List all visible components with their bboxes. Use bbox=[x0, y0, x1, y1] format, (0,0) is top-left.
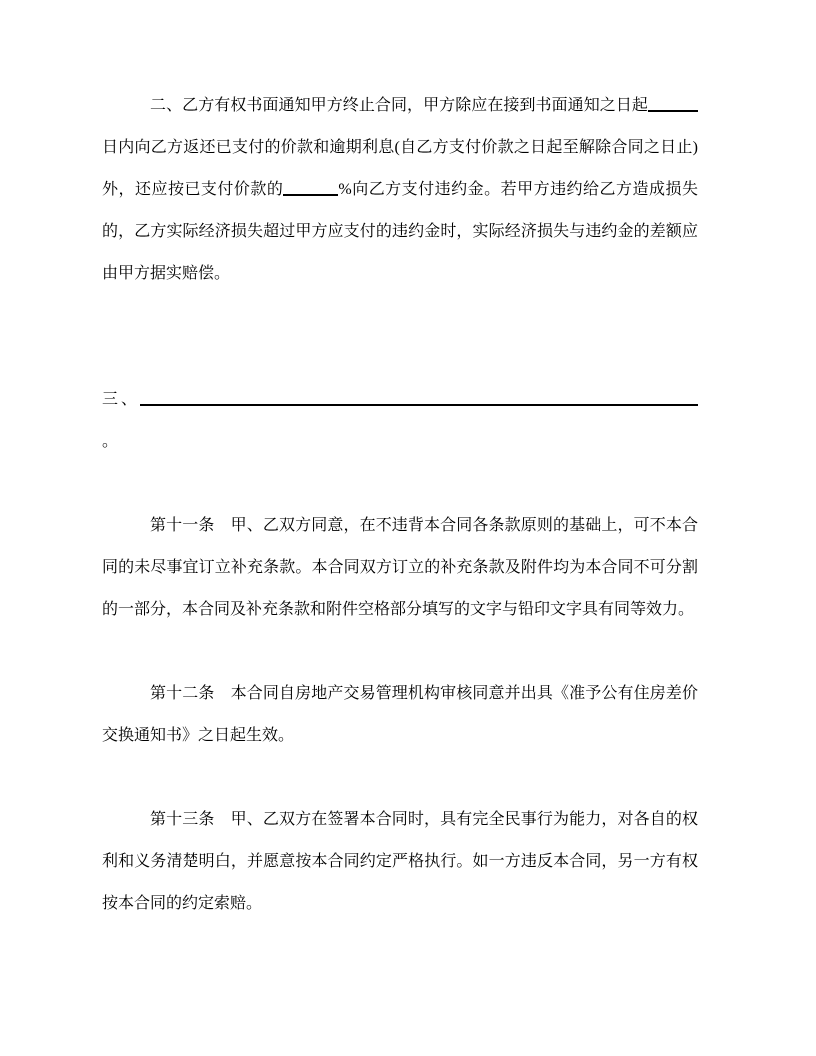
text-run: 三、 bbox=[102, 391, 140, 408]
text-run: %向乙方支付违约金。若甲方违约给乙方造成损失的，乙方实际经济损失超过甲方应支付的违约金时，实际经济损失与违约金的差额应由甲方据实赔偿。 bbox=[102, 181, 698, 282]
clause-3-blank bbox=[102, 379, 698, 463]
clause-2-termination bbox=[102, 85, 698, 295]
text-run: 第十二条 本合同自房地产交易管理机构审核同意并出具《准予公有住房差价交换通知书》之日起生效。 bbox=[102, 685, 698, 744]
text-run: 第十一条 甲、乙双方同意，在不违背本合同各条款原则的基础上，可不本合同的未尽事宜订立补充条款。本合同双方订立的补充条款及附件均为本合同不可分割的一部分，本合同及补充条款和附件空格部分填写的文字与铅印文字具有同等效力。 bbox=[102, 517, 698, 618]
contract-body bbox=[102, 85, 698, 925]
fill-in-blank-underline[interactable] bbox=[283, 194, 338, 196]
text-run: 二、乙方有权书面通知甲方终止合同，甲方除应在接到书面通知之日起 bbox=[150, 97, 648, 114]
text-run: 日内向乙方返还已支付的价款和逾期利息(自乙方支付价款之日起至解除合同之日止)外，还应按已支付价款的 bbox=[102, 139, 698, 198]
fill-in-blank-underline[interactable] bbox=[648, 110, 698, 112]
article-12-effective-date bbox=[102, 673, 698, 757]
text-run: 第十三条 甲、乙双方在签署本合同时，具有完全民事行为能力，对各自的权利和义务清楚明白，并愿意按本合同约定严格执行。如一方违反本合同，另一方有权按本合同的约定索赔。 bbox=[102, 811, 698, 912]
article-13-civil-capacity bbox=[102, 799, 698, 925]
text-run: 。 bbox=[102, 433, 119, 450]
article-11-supplementary-terms bbox=[102, 505, 698, 631]
fill-in-blank-underline[interactable] bbox=[140, 404, 698, 406]
